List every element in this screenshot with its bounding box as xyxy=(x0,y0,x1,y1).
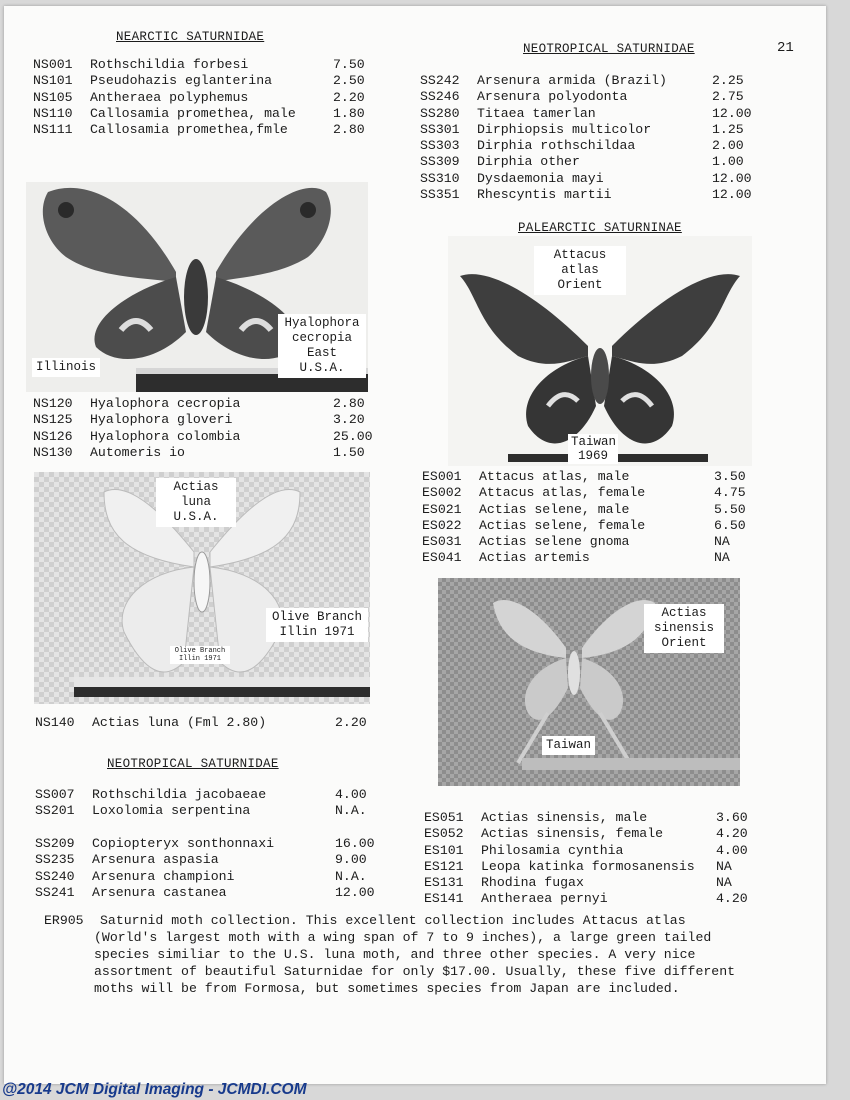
item-name: Callosamia promethea,fmle xyxy=(90,122,288,138)
list-item xyxy=(424,891,764,907)
list-item xyxy=(35,885,375,901)
catalog-page xyxy=(4,6,826,1084)
item-price: NA xyxy=(714,534,730,550)
copyright-footer: @2014 JCM Digital Imaging - JCMDI.COM xyxy=(2,1081,307,1098)
item-name: Arsenura armida (Brazil) xyxy=(477,73,667,88)
sinensis-list xyxy=(424,810,764,908)
item-name: Dirphia rothschildaa xyxy=(477,138,636,154)
neotropical-right-list xyxy=(420,73,760,203)
item-code: SS235 xyxy=(35,852,75,868)
item-name: Dirphiopsis multicolor xyxy=(477,121,652,137)
item-price: 4.75 xyxy=(714,485,746,501)
item-code: SS310 xyxy=(420,170,460,186)
list-item xyxy=(422,502,762,518)
list-item xyxy=(420,122,760,138)
list-item xyxy=(424,826,764,842)
list-item xyxy=(33,57,373,73)
item-price: 1.00 xyxy=(712,154,744,170)
item-code: SS242 xyxy=(420,73,460,88)
item-name: Dysdaemonia mayi xyxy=(477,170,604,186)
item-code: NS140 xyxy=(35,715,75,730)
item-price: 3.60 xyxy=(716,810,748,825)
item-code: NS101 xyxy=(33,73,73,89)
item-name: Automeris io xyxy=(90,444,185,460)
item-code: SS351 xyxy=(420,187,460,203)
list-item xyxy=(33,122,373,138)
item-code: SS209 xyxy=(35,836,75,851)
item-price: 3.50 xyxy=(714,469,746,484)
item-name: Rothschildia forbesi xyxy=(90,57,249,72)
item-code: SS309 xyxy=(420,154,460,170)
item-price: 12.00 xyxy=(712,105,752,121)
item-price: 2.00 xyxy=(712,138,744,154)
item-name: Leopa katinka formosanensis xyxy=(481,858,695,874)
list-item xyxy=(33,429,373,445)
palearctic-heading: PALEARCTIC SATURNINAE xyxy=(518,221,682,235)
list-item xyxy=(424,810,764,826)
item-price: 7.50 xyxy=(333,57,365,72)
item-name: Actias selene, male xyxy=(479,501,630,517)
item-code: ES051 xyxy=(424,810,464,825)
item-name: Arsenura championi xyxy=(92,868,235,884)
item-code: SS201 xyxy=(35,803,75,819)
item-name: Hyalophora cecropia xyxy=(90,396,241,411)
list-item xyxy=(422,550,762,566)
item-price: 2.75 xyxy=(712,89,744,105)
item-name: Actias sinensis, female xyxy=(481,826,664,842)
item-name: Antheraea pernyi xyxy=(481,891,608,907)
item-price: 4.20 xyxy=(716,891,748,907)
item-code: NS105 xyxy=(33,89,73,105)
item-code: ES002 xyxy=(422,485,462,501)
cecropia-label: Hyalophora cecropia East U.S.A. xyxy=(278,314,366,378)
item-name: Hyalophora colombia xyxy=(90,428,241,444)
item-price: 2.50 xyxy=(333,73,365,89)
item-code: SS246 xyxy=(420,89,460,105)
list-item xyxy=(35,787,375,803)
item-code: SS241 xyxy=(35,884,75,900)
list-item xyxy=(424,859,764,875)
list-item xyxy=(33,445,373,461)
item-name: Copiopteryx sonthonnaxi xyxy=(92,836,275,851)
item-price: 1.80 xyxy=(333,105,365,121)
item-price: 2.20 xyxy=(333,89,365,105)
item-price: 2.80 xyxy=(333,122,365,138)
item-code: NS126 xyxy=(33,428,73,444)
luna-label: Actias luna U.S.A. xyxy=(156,478,236,527)
item-price: 16.00 xyxy=(335,836,375,851)
item-name: Antheraea polyphemus xyxy=(90,89,249,105)
item-price: 25.00 xyxy=(333,428,373,444)
neotropical-left-heading: NEOTROPICAL SATURNIDAE xyxy=(107,757,279,771)
sinensis-label: Actias sinensis Orient xyxy=(644,604,724,653)
item-code: ES101 xyxy=(424,842,464,858)
item-code: ES001 xyxy=(422,469,462,484)
olive-branch-label: Olive Branch Illin 1971 xyxy=(266,608,368,642)
item-name: Dirphia other xyxy=(477,154,580,170)
list-item xyxy=(424,875,764,891)
page-number: 21 xyxy=(777,40,794,56)
item-name: Rhescyntis martii xyxy=(477,187,612,203)
item-name: Actias selene, female xyxy=(479,517,646,533)
list-item xyxy=(33,412,373,428)
item-code: SS240 xyxy=(35,868,75,884)
item-name: Arsenura aspasia xyxy=(92,852,219,868)
nearctic-heading: NEARCTIC SATURNIDAE xyxy=(116,30,265,44)
item-name: Philosamia cynthia xyxy=(481,842,624,858)
item-code: ES041 xyxy=(422,550,462,566)
sinensis-photo xyxy=(438,578,740,786)
item-code: NS120 xyxy=(33,396,73,411)
item-code: ES031 xyxy=(422,534,462,550)
collection-text: Saturnid moth collection. This excellent collection includes Attacus atlas (World's largest moth with a wing span of 7 to 9 inches), a large green tailed species similiar to the U.S. luna moth, and three other species. A very nice assortment of beautiful Saturnidae for only $17.00. Usually, these five different moths will be from Formosa, but sometimes species from Japan are included. xyxy=(94,913,736,996)
item-name: Actias luna (Fml 2.80) xyxy=(92,715,267,730)
item-price: 12.00 xyxy=(712,170,752,186)
item-name: Rhodina fugax xyxy=(481,875,584,891)
item-price: 4.00 xyxy=(716,842,748,858)
item-price: N.A. xyxy=(335,868,367,884)
cecropia-photo xyxy=(26,182,368,392)
collection-description xyxy=(44,912,744,997)
list-item xyxy=(422,469,762,485)
list-item xyxy=(422,485,762,501)
item-code: ES131 xyxy=(424,875,464,891)
specimen-tag: Olive Branch Illin 1971 xyxy=(170,646,230,664)
list-item xyxy=(35,836,375,852)
item-name: Pseudohazis eglanterina xyxy=(90,73,273,89)
neotropical-left-list-a xyxy=(35,787,375,820)
taiwan-1969-label: Taiwan 1969 xyxy=(568,434,618,464)
item-price: 5.50 xyxy=(714,501,746,517)
item-price: 12.00 xyxy=(335,884,375,900)
item-code: ES121 xyxy=(424,858,464,874)
list-item xyxy=(420,106,760,122)
list-item xyxy=(35,869,375,885)
atlas-list xyxy=(422,469,762,567)
list-item xyxy=(35,803,375,819)
item-name: Loxolomia serpentina xyxy=(92,803,251,819)
item-name: Attacus atlas, male xyxy=(479,469,630,484)
item-price: 4.20 xyxy=(716,826,748,842)
list-item xyxy=(422,518,762,534)
list-item xyxy=(420,73,760,89)
item-code: SS303 xyxy=(420,138,460,154)
item-code: ES141 xyxy=(424,891,464,907)
atlas-photo xyxy=(448,236,752,466)
item-price: 9.00 xyxy=(335,852,367,868)
list-item xyxy=(33,73,373,89)
list-item xyxy=(420,138,760,154)
neotropical-left-list-b xyxy=(35,836,375,901)
item-price: 2.25 xyxy=(712,73,744,88)
item-price: 1.25 xyxy=(712,121,744,137)
item-name: Arsenura polyodonta xyxy=(477,89,628,105)
item-name: Hyalophora gloveri xyxy=(90,412,233,428)
item-price: N.A. xyxy=(335,803,367,819)
atlas-label: Attacus atlas Orient xyxy=(534,246,626,295)
item-code: NS125 xyxy=(33,412,73,428)
taiwan-label: Taiwan xyxy=(542,736,595,755)
list-item xyxy=(35,852,375,868)
item-price: 4.00 xyxy=(335,787,367,802)
item-code: NS130 xyxy=(33,444,73,460)
neotropical-right-heading: NEOTROPICAL SATURNIDAE xyxy=(523,42,695,56)
item-code: NS001 xyxy=(33,57,73,72)
item-code: NS111 xyxy=(33,122,73,138)
item-price: 6.50 xyxy=(714,517,746,533)
list-item xyxy=(422,534,762,550)
item-code: ES021 xyxy=(422,501,462,517)
list-item xyxy=(420,154,760,170)
item-price: 2.20 xyxy=(335,715,367,730)
item-name: Actias artemis xyxy=(479,550,590,566)
item-name: Arsenura castanea xyxy=(92,884,227,900)
item-name: Rothschildia jacobaeae xyxy=(92,787,267,802)
item-code: ES022 xyxy=(422,517,462,533)
luna-photo xyxy=(34,472,370,704)
list-item xyxy=(33,90,373,106)
item-price: 12.00 xyxy=(712,187,752,203)
item-name: Actias sinensis, male xyxy=(481,810,648,825)
hyalophora-list xyxy=(33,396,373,461)
list-item xyxy=(33,106,373,122)
item-price: NA xyxy=(716,858,732,874)
item-name: Callosamia promethea, male xyxy=(90,105,296,121)
list-item xyxy=(420,89,760,105)
list-item xyxy=(420,187,760,203)
list-item xyxy=(420,171,760,187)
item-price: 3.20 xyxy=(333,412,365,428)
item-price: NA xyxy=(716,875,732,891)
item-code: SS301 xyxy=(420,121,460,137)
item-price: 1.50 xyxy=(333,444,365,460)
list-item xyxy=(33,396,373,412)
list-item xyxy=(35,715,375,731)
item-name: Actias selene gnoma xyxy=(479,534,630,550)
list-item xyxy=(424,843,764,859)
item-name: Titaea tamerlan xyxy=(477,105,596,121)
illinois-label: Illinois xyxy=(32,358,100,377)
item-code: SS280 xyxy=(420,105,460,121)
nearctic-list xyxy=(33,57,373,138)
item-price: 2.80 xyxy=(333,396,365,411)
luna-list xyxy=(35,715,375,731)
item-code: SS007 xyxy=(35,787,75,802)
item-name: Attacus atlas, female xyxy=(479,485,646,501)
collection-code: ER905 xyxy=(44,913,84,928)
item-code: ES052 xyxy=(424,826,464,842)
item-code: NS110 xyxy=(33,105,73,121)
item-price: NA xyxy=(714,550,730,566)
